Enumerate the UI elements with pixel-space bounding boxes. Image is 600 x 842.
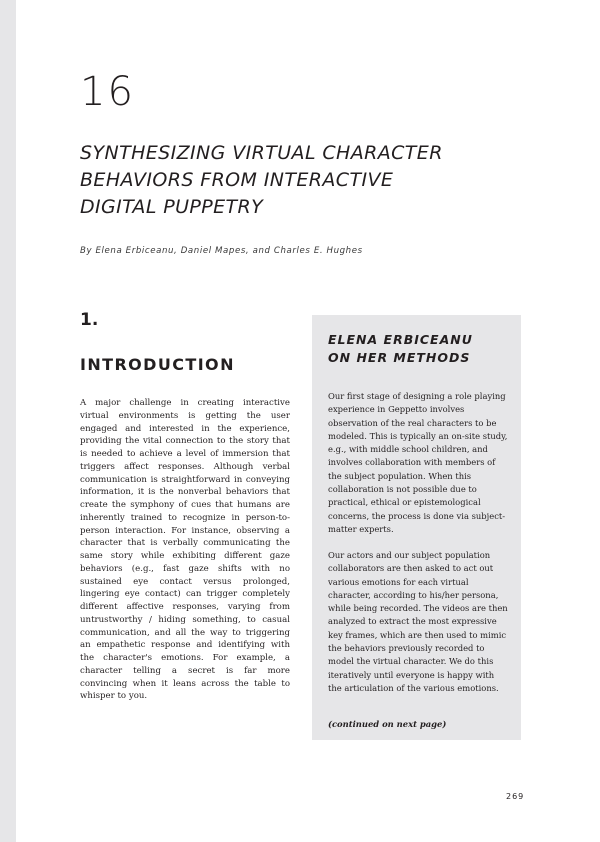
chapter-title [80, 140, 500, 221]
sidebar-paragraph: Our first stage of designing a role playing experience in Geppetto involves observation of the real characters to be modeled. This is typically an on-site study, e.g., with middle school children, and involves collaboration with members of the subject population. When this collaboration is not possible due to practical, ethical or epistemological concerns, the process is done via subject-matter experts. [328, 391, 508, 534]
chapter-title-line: BEHAVIORS FROM INTERACTIVE [80, 169, 394, 191]
sidebar-title [328, 331, 508, 367]
sidebar-title-line: ELENA ERBICEANU [328, 332, 473, 347]
sidebar-title-line: ON HER METHODS [328, 350, 471, 365]
body-paragraph: A major challenge in creating interactive virtual environments is getting the user engaged and interested in the experience, providing the vital connection to the story that is needed to achieve a level of immersion that triggers affect responses. Although verbal communication is straightforward in conveying information, it is the nonverbal behaviors that create the symphony of cues that humans are inherently trained to recognize in person-to-person interaction. For instance, observing a character that is verbally communicating the same story while exhibiting different gaze behaviors (e.g., fast gaze shifts with no sustained eye contact versus prolonged, lingering eye contact) can trigger completely different affective responses, varying from untrustworthy / hiding something, to casual communication, and all the way to triggering an empathetic response and identifying with the character's emotions. For example, a character telling a secret is far more convincing when it leans across the table to whisper to you. [80, 398, 290, 702]
chapter-title-line: DIGITAL PUPPETRY [80, 196, 264, 218]
chapter-number: 16 [80, 69, 135, 115]
section-number: 1. [80, 310, 99, 330]
page-number: 269 [506, 792, 525, 801]
section-title: INTRODUCTION [80, 355, 235, 374]
sidebar-paragraph: Our actors and our subject population collaborators are then asked to act out various emotions for each virtual character, according to his/her persona, while being recorded. The videos are then analyzed to extract the most expressive key frames, which are then used to mimic the behaviors previously recorded to model the virtual character. We do this iteratively until everyone is happy with the articulation of the various emotions. [328, 550, 508, 693]
continued-note: (continued on next page) [328, 719, 447, 729]
page-edge-band [0, 0, 16, 842]
sidebar-box [312, 315, 521, 740]
chapter-title-line: SYNTHESIZING VIRTUAL CHARACTER [80, 142, 443, 164]
author-byline: By Elena Erbiceanu, Daniel Mapes, and Charles E. Hughes [80, 246, 363, 256]
